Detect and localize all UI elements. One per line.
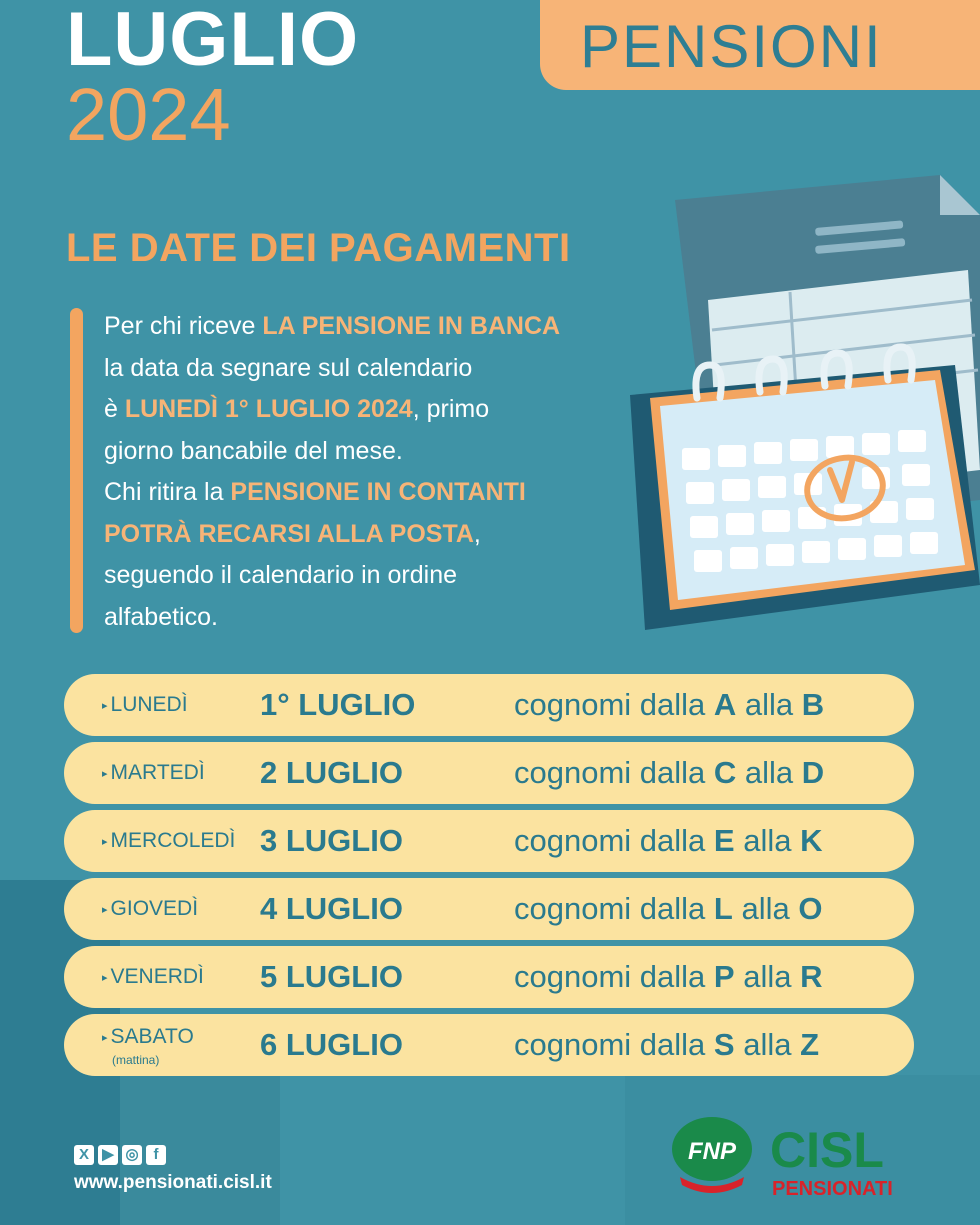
schedule-row: [64, 810, 914, 872]
schedule-day: ▸ GIOVEDÌ: [102, 897, 199, 920]
facebook-icon[interactable]: f: [146, 1145, 166, 1165]
section-heading: LE DATE DEI PAGAMENTI: [66, 226, 571, 270]
year-title: 2024: [66, 73, 231, 156]
x-icon[interactable]: X: [74, 1145, 94, 1165]
website-link[interactable]: www.pensionati.cisl.it: [74, 1172, 272, 1193]
schedule-surnames: cognomi dalla P alla R: [514, 959, 823, 994]
schedule-day: ▸ MERCOLEDÌ: [102, 829, 236, 852]
category-tag: [540, 0, 980, 90]
schedule-list: [64, 674, 914, 1082]
schedule-date: 1° LUGLIO: [260, 687, 416, 722]
schedule-surnames: cognomi dalla A alla B: [514, 687, 825, 722]
schedule-day: ▸ VENERDÌ: [102, 965, 204, 988]
schedule-date: 4 LUGLIO: [260, 891, 403, 926]
fnp-cisl-logo: [672, 1115, 912, 1205]
schedule-row: [64, 674, 914, 736]
schedule-row: [64, 1014, 914, 1076]
schedule-day: ▸ SABATO (mattina): [102, 1027, 194, 1070]
logo-subtitle-text: PENSIONATI: [772, 1178, 893, 1200]
calendar-illustration-icon: [620, 170, 980, 640]
youtube-icon[interactable]: ▶: [98, 1145, 118, 1165]
schedule-surnames: cognomi dalla E alla K: [514, 823, 823, 858]
schedule-row: [64, 878, 914, 940]
category-tag-label: PENSIONI: [580, 13, 883, 80]
schedule-day: ▸ LUNEDÌ: [102, 693, 188, 716]
schedule-day-note: (mattina): [112, 1053, 160, 1067]
social-icons: [74, 1145, 170, 1165]
schedule-surnames: cognomi dalla C alla D: [514, 755, 825, 790]
intro-text: Per chi riceve LA PENSIONE IN BANCA la data da segnare sul calendario è LUNEDÌ 1° LUGLIO 2024, primo giorno bancabile del mese. Chi ritira la PENSIONE IN CONTANTI POTRÀ RECARSI ALLA POSTA, seguendo il calendario in ordine alfabetico.: [104, 312, 561, 631]
schedule-date: 5 LUGLIO: [260, 959, 403, 994]
instagram-icon[interactable]: ◎: [122, 1145, 142, 1165]
schedule-row: [64, 742, 914, 804]
month-title: LUGLIO: [66, 0, 360, 82]
schedule-surnames: cognomi dalla S alla Z: [514, 1027, 820, 1062]
schedule-row: [64, 946, 914, 1008]
schedule-date: 6 LUGLIO: [260, 1027, 403, 1062]
schedule-date: 3 LUGLIO: [260, 823, 403, 858]
accent-bar: [70, 308, 83, 633]
schedule-date: 2 LUGLIO: [260, 755, 403, 790]
schedule-surnames: cognomi dalla L alla O: [514, 891, 823, 926]
schedule-day: ▸ MARTEDÌ: [102, 761, 205, 784]
logo-fnp-text: FNP: [688, 1138, 736, 1165]
logo-cisl-text: CISL: [770, 1122, 884, 1178]
